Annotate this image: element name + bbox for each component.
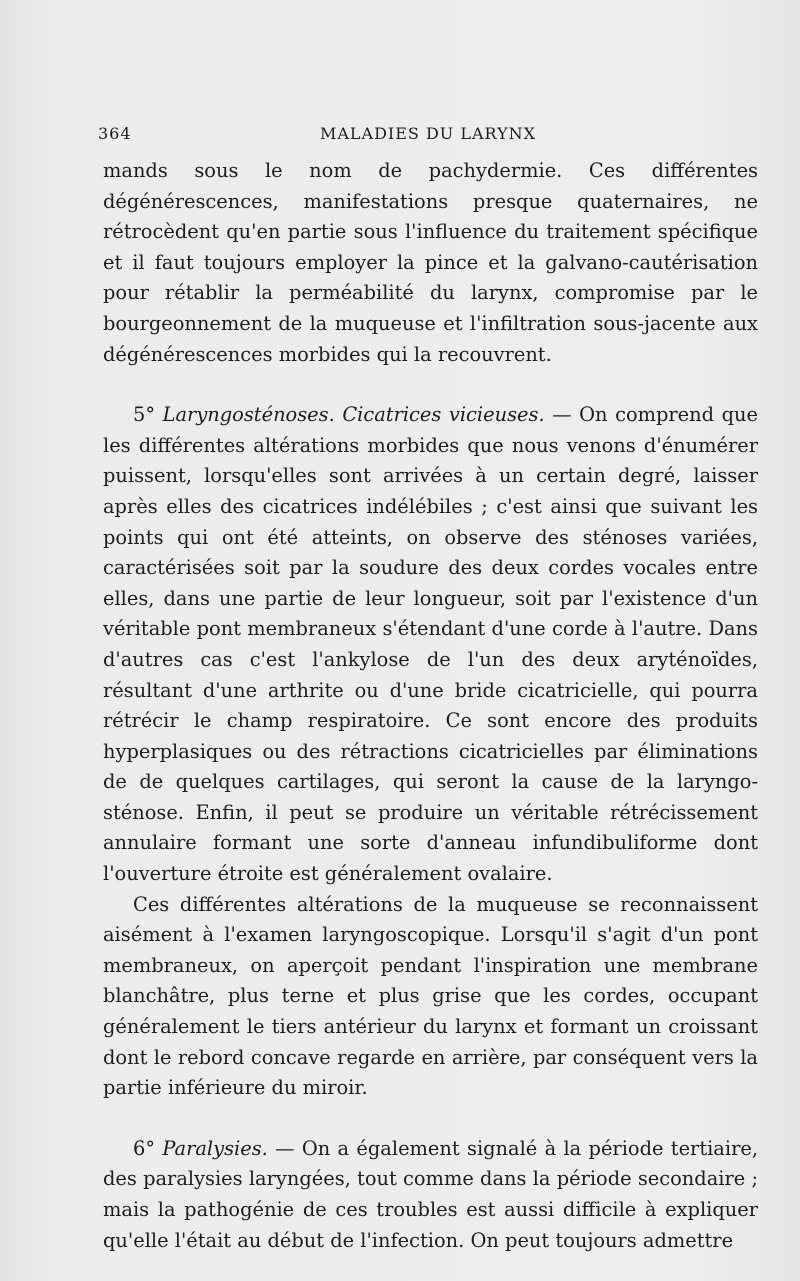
page-number: 364: [98, 124, 132, 143]
section-heading: Laryngosténoses. Cicatrices vicieuses.: [162, 403, 545, 427]
paragraph-text: — On a également signalé à la période tertiaire, des paralysies laryngées, tout comme dans la période secondaire ; mais la pathogénie de ces troubles est aussi difficile à expliquer qu'elle l'était au début de l'infection. On peut toujours admettre: [103, 1136, 758, 1252]
paragraph-laryngoscopy: [103, 890, 758, 1104]
running-title: MALADIES DU LARYNX: [319, 124, 537, 143]
section-paralysies: [103, 1134, 758, 1256]
paragraph-text: mands sous le nom de pachydermie. Ces différentes dégénérescences, manifestations presque quaternaires, ne rétrocèdent qu'en partie sous l'influence du traitement spécifique et il faut toujours employer la pince et la galvano-cautérisation pour rétablir la perméabilité du larynx, compromise par le bourgeonnement de la muqueuse et l'infiltration sous-jacente aux dégénérescences morbides qui la recouvrent.: [103, 159, 758, 366]
paragraph-text: Ces différentes altérations de la muqueuse se reconnaissent aisément à l'examen laryngoscopique. Lorsqu'il s'agit d'un pont membraneux, on aperçoit pendant l'inspiration une membrane blanchâtre, plus terne et plus grise que les cordes, occupant généralement le tiers antérieur du larynx et formant un croissant dont le rebord concave regarde en arrière, par conséquent vers la partie inférieure du miroir.: [103, 892, 758, 1100]
section-heading: Paralysies.: [162, 1136, 268, 1160]
paragraph-continuation: [103, 156, 758, 370]
section-laryngostenoses: [103, 400, 758, 890]
body-text: [103, 156, 758, 1256]
page-header: [98, 124, 758, 150]
section-number: 6°: [133, 1136, 156, 1160]
paragraph-text: — On comprend que les différentes altérations morbides que nous venons d'énumérer puissent, lorsqu'elles sont arrivées à un certain degré, laisser après elles des cicatrices indélébiles ; c'est ainsi que suivant les points qui ont été atteints, on observe des sténoses variées, caractérisées soit par la soudure des deux cordes vocales entre elles, dans une partie de leur longueur, soit par l'existence d'un véritable pont membraneux s'étendant d'une corde à l'autre. Dans d'autres cas c'est l'ankylose de l'un des deux aryténoïdes, résultant d'une arthrite ou d'une bride cicatricielle, qui pourra rétrécir le champ respiratoire. Ce sont encore des produits hyperplasiques ou des rétractions cicatricielles par éliminations de de quelques cartilages, qui seront la cause de la laryngo-sténose. Enfin, il peut se produire un véritable rétrécissement annulaire formant une sorte d'anneau infundibuliforme dont l'ouverture étroite est généralement ovalaire.: [103, 403, 758, 886]
section-number: 5°: [133, 403, 156, 427]
